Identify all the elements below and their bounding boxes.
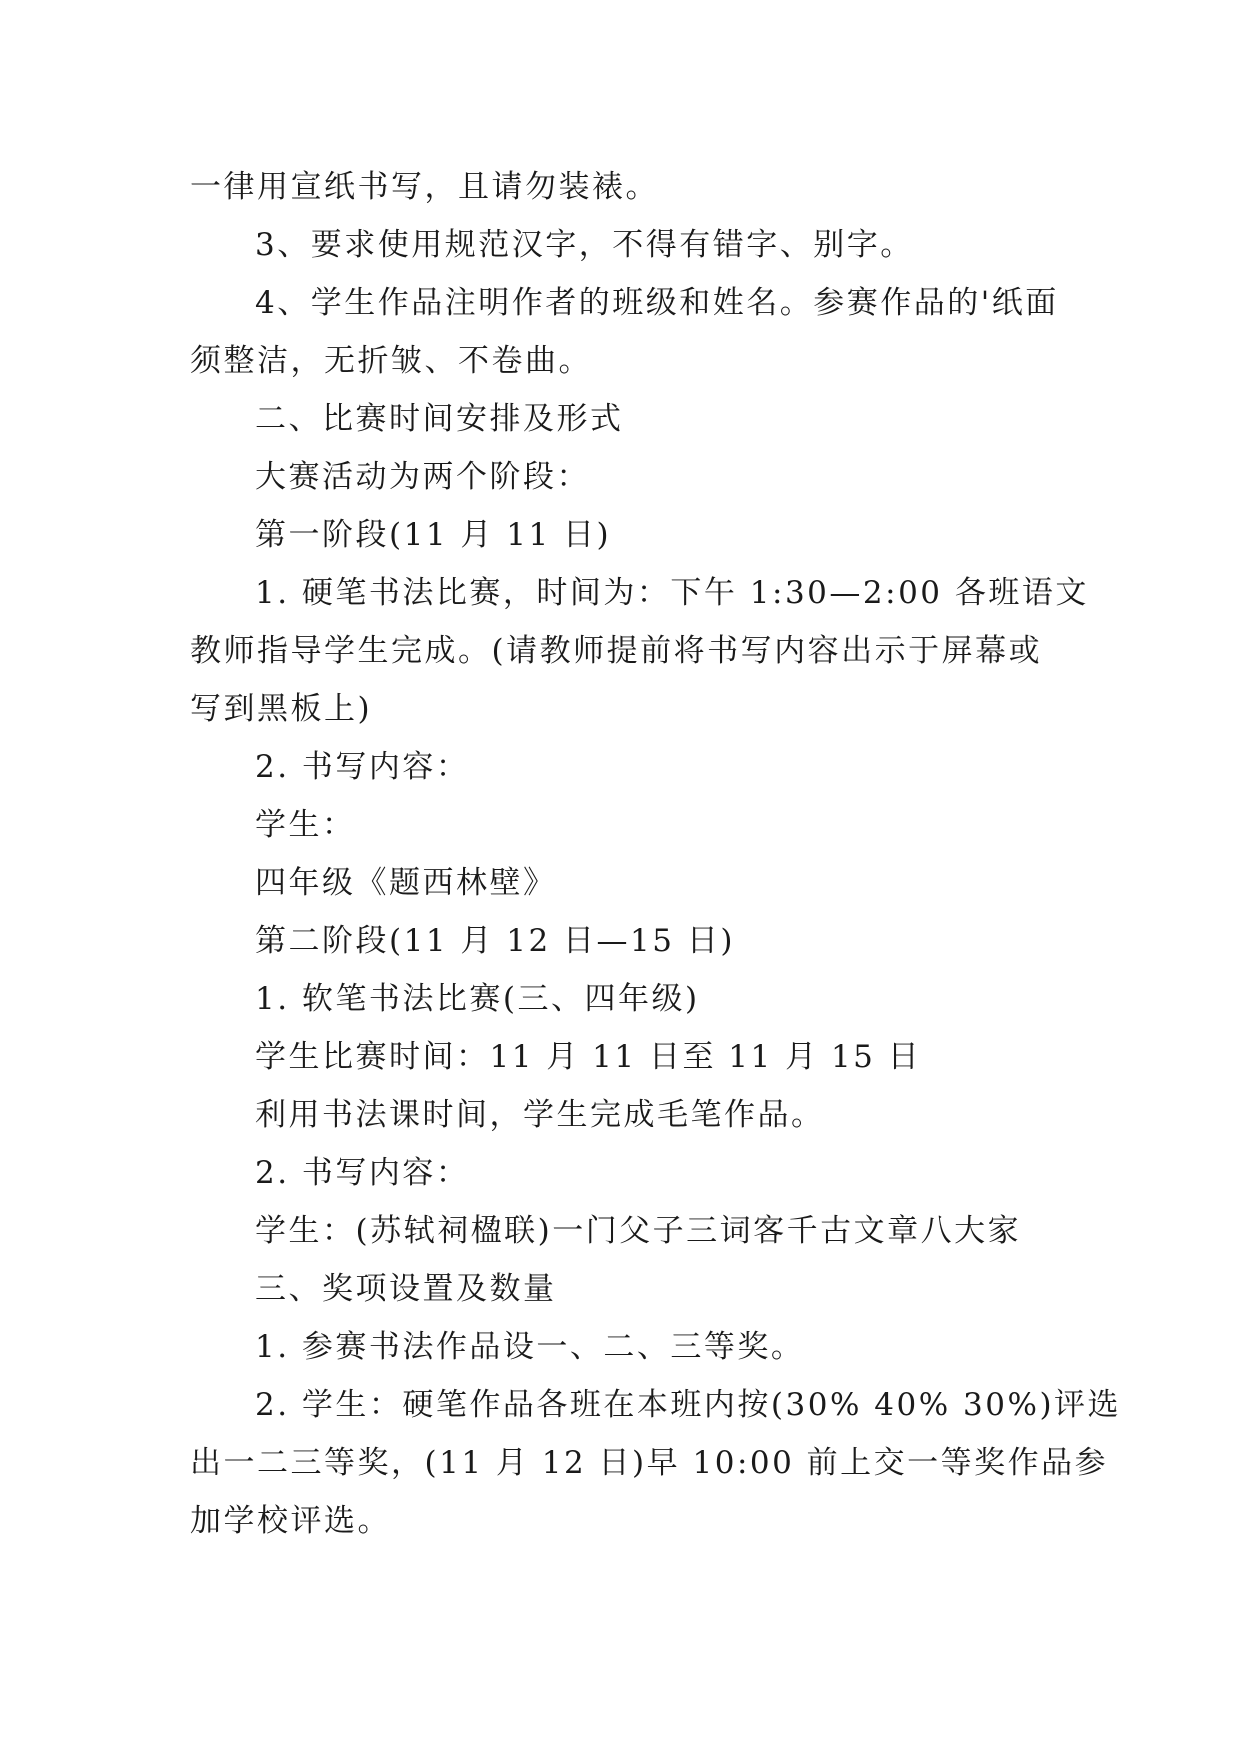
paragraph-line: 学生比赛时间：11 月 11 日至 11 月 15 日: [255, 1039, 922, 1075]
paragraph-line: 1. 参赛书法作品设一、二、三等奖。: [255, 1329, 805, 1365]
paragraph-line: 四年级《题西林壁》: [255, 865, 557, 901]
paragraph-line: 须整洁，无折皱、不卷曲。: [190, 343, 592, 379]
paragraph-line: 利用书法课时间，学生完成毛笔作品。: [255, 1097, 825, 1133]
paragraph-line: 1. 软笔书法比赛(三、四年级): [255, 981, 700, 1017]
paragraph-line: 一律用宣纸书写，且请勿装裱。: [190, 169, 659, 205]
paragraph-line: 1. 硬笔书法比赛，时间为：下午 1:30—2:00 各班语文: [255, 575, 1089, 611]
document-body: [190, 158, 1122, 1550]
paragraph-line: 第二阶段(11 月 12 日—15 日): [255, 923, 735, 959]
paragraph-line: 2. 书写内容：: [255, 1155, 470, 1191]
paragraph-line: 2. 书写内容：: [255, 749, 470, 785]
paragraph-line: 出一二三等奖，(11 月 12 日)早 10:00 前上交一等奖作品参: [190, 1445, 1109, 1481]
paragraph-line: 大赛活动为两个阶段：: [255, 459, 590, 495]
paragraph-line: 3、要求使用规范汉字，不得有错字、别字。: [255, 227, 914, 263]
paragraph-line: 加学校评选。: [190, 1503, 391, 1539]
paragraph-line: 2. 学生：硬笔作品各班在本班内按(30% 40% 30%)评选: [255, 1387, 1122, 1423]
paragraph-line: 写到黑板上): [190, 691, 373, 727]
paragraph-line: 学生：: [255, 807, 356, 843]
section-heading: 二、比赛时间安排及形式: [255, 401, 624, 437]
paragraph-line: 第一阶段(11 月 11 日): [255, 517, 612, 553]
paragraph-line: 学生：(苏轼祠楹联)一门父子三词客千古文章八大家: [255, 1213, 1022, 1249]
section-heading: 三、奖项设置及数量: [255, 1271, 557, 1307]
paragraph-line: 教师指导学生完成。(请教师提前将书写内容出示于屏幕或: [190, 633, 1043, 669]
paragraph-line: 4、学生作品注明作者的班级和姓名。参赛作品的'纸面: [255, 285, 1059, 321]
